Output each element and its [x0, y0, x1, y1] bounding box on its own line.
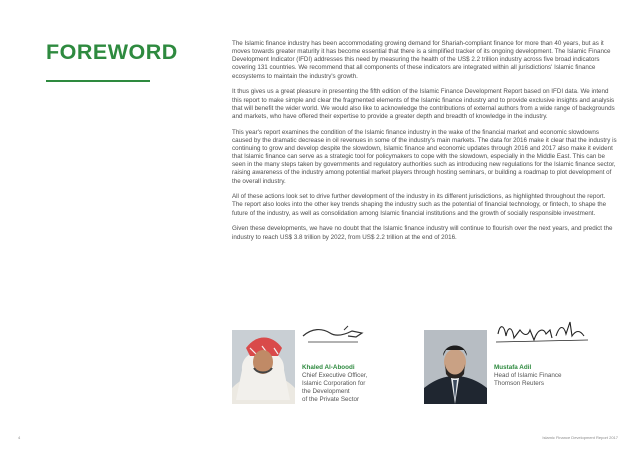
foreword-body	[232, 40, 617, 249]
portrait-mustafa-adil	[424, 330, 487, 404]
signature-mustafa-adil	[494, 318, 592, 350]
signatory-title-line: Chief Executive Officer,	[302, 372, 368, 379]
signatory-title-line: the Development	[302, 388, 350, 395]
report-name: Islamic Finance Development Report 2017	[542, 435, 618, 440]
signatory-khaled-al-aboodi	[302, 364, 367, 404]
title-underline	[46, 80, 150, 82]
page-number: 4	[18, 435, 21, 440]
signatory-name: Mustafa Adil	[494, 364, 532, 371]
signatory-title-line: Thomson Reuters	[494, 380, 545, 387]
paragraph: Given these developments, we have no doubt that the Islamic finance industry will continue to flourish over the next years, and predict the industry to reach US$ 3.8 trillion by 2022, from US$ 2.2 trillion at the end of 2016.	[232, 225, 613, 241]
page-title: FOREWORD	[46, 40, 178, 64]
signature-khaled-al-aboodi	[300, 322, 370, 346]
portrait-khaled-al-aboodi	[232, 330, 295, 404]
signatory-title-line: Head of Islamic Finance	[494, 372, 562, 379]
paragraph: The Islamic finance industry has been accommodating growing demand for Shariah-compliant finance for more than 40 years, but as it moves towards greater maturity it has become essential that there is a simplified tracker of its ongoing development. The Islamic Finance Development Indicator (IFDI) addresses this need by measuring the health of the US$ 2.2 trillion industry across five broad indicators covering 131 countries. We recommend that all components of these indicators are integrated within all jurisdictions' Islamic finance ecosystems to maintain the industry's growth.	[232, 40, 611, 80]
signatory-title-line: Islamic Corporation for	[302, 380, 366, 387]
paragraph: All of these actions look set to drive further development of the industry in its different jurisdictions, as highlighted throughout the report. The report also looks into the other key trends shaping the industry such as the potential of financial technology, or fintech, to shape the future of the industry, as well as consolidation among Islamic financial institutions and the growth of socially responsible investment.	[232, 193, 607, 217]
paragraph: It thus gives us a great pleasure in presenting the fifth edition of the Islamic Finance Development Report based on IFDI data. We intend this report to make simple and clear the fragmented elements of the Islamic finance industry and to provide exclusive insights and analysis that will benefit the wider world. We would also like to acknowledge the contributions of external authors from a wide range of backgrounds and markets, who have offered their expertise to provide a greater depth and breadth of knowledge in the industry.	[232, 88, 615, 120]
signatory-name: Khaled Al-Aboodi	[302, 364, 355, 371]
paragraph: This year's report examines the condition of the Islamic finance industry in the wake of the financial market and economic slowdowns caused by the dramatic decrease in oil revenues in some of the industry's main markets. The data for 2016 make it clear that the industry is continuing to grow and develop despite the slowdown, Islamic finance and economic updates through 2016 and 2017 also make it evident that Islamic finance can serve as a strategic tool for policymakers to cope with the slowdown, especially in the Middle East. This can be seen in the many steps taken by governments and regulatory authorities such as introducing new regulations for the Islamic finance sector, raising awareness of the industry among potential market players through hosting seminars, or building a roadmap to plot development of the overall industry.	[232, 128, 617, 185]
signatory-mustafa-adil	[494, 364, 562, 388]
signatory-title-line: of the Private Sector	[302, 396, 360, 403]
